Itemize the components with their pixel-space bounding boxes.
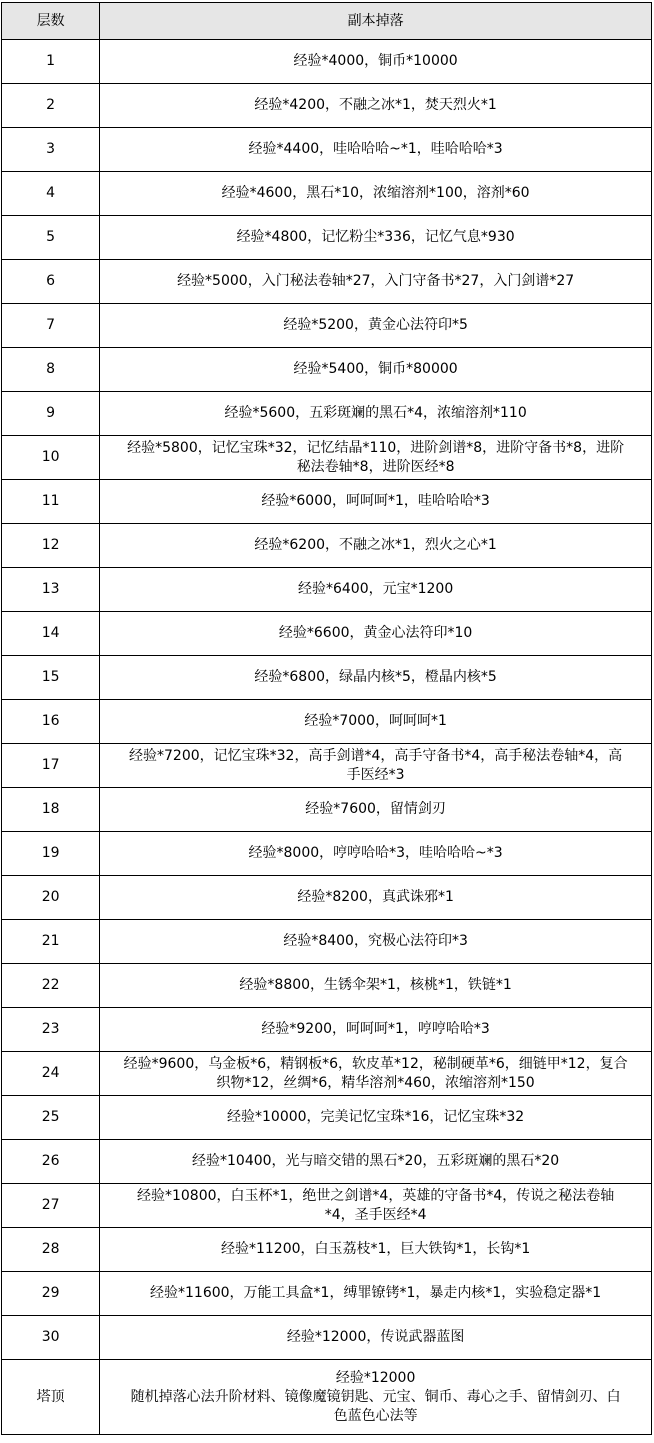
floor-cell: 15 [2,656,100,700]
drop-text-line: 经验*6800，绿晶内核*5，橙晶内核*5 [254,669,497,685]
floor-cell: 10 [2,436,100,480]
floor-cell: 13 [2,568,100,612]
drop-text-line: 经验*5000，入门秘法卷轴*27，入门守备书*27，入门剑谱*27 [177,273,575,289]
drop-cell [100,1096,652,1140]
drop-cell [100,920,652,964]
table-row [2,1052,652,1096]
table-row [2,348,652,392]
drop-cell [100,876,652,920]
drop-text-line: 经验*11200，白玉荔枝*1，巨大铁钩*1，长钩*1 [220,1241,531,1257]
drop-text-line: 经验*10000，完美记忆宝珠*16，记忆宝珠*32 [227,1109,525,1125]
table-row [2,1140,652,1184]
drop-cell [100,832,652,876]
drop-cell [100,568,652,612]
floor-cell: 8 [2,348,100,392]
floor-cell: 1 [2,40,100,84]
drop-text-line: 经验*6000，呵呵呵*1，哇哈哈哈*3 [261,493,490,509]
floor-cell: 24 [2,1052,100,1096]
drop-text-line: 经验*8200，真武诛邪*1 [297,889,454,905]
drop-text-line: 经验*8400，究极心法符印*3 [283,933,468,949]
table-row [2,700,652,744]
table-row [2,1228,652,1272]
drop-text-line: 经验*12000，传说武器蓝图 [286,1329,465,1345]
drop-cell [100,260,652,304]
floor-cell: 9 [2,392,100,436]
drop-text-line: 经验*7200，记忆宝珠*32，高手剑谱*4，高手守备书*4，高手秘法卷轴*4，高 [129,747,623,764]
drop-text-line: 经验*6600，黄金心法符印*10 [278,625,473,641]
floor-cell: 塔顶 [2,1360,100,1435]
drop-text-line: 经验*4000，铜币*10000 [293,53,458,69]
floor-cell: 4 [2,172,100,216]
table-row [2,1272,652,1316]
drop-cell [100,744,652,788]
table-row [2,876,652,920]
drop-cell [100,172,652,216]
floor-cell: 11 [2,480,100,524]
header-drops: 副本掉落 [100,3,652,40]
drop-cell [100,84,652,128]
floor-cell: 26 [2,1140,100,1184]
floor-cell: 28 [2,1228,100,1272]
drop-text-line: 手医经*3 [346,766,405,783]
drop-cell [100,1228,652,1272]
drop-text-line: 经验*4800，记忆粉尘*336，记忆气息*930 [236,229,515,245]
drop-text-line: 经验*5200，黄金心法符印*5 [283,317,468,333]
table-row [2,524,652,568]
drop-cell [100,128,652,172]
table-row [2,612,652,656]
drop-text-line: 经验*5800，记忆宝珠*32，记忆结晶*110，进阶剑谱*8，进阶守备书*8，进阶 [127,439,625,456]
table-row [2,788,652,832]
floor-cell: 20 [2,876,100,920]
floor-cell: 3 [2,128,100,172]
table-row [2,656,652,700]
drop-cell [100,1272,652,1316]
drop-text-line: 经验*5400，铜币*80000 [293,361,458,377]
drop-text-line: 经验*9600，乌金板*6，精钢板*6，软皮革*12，秘制硬革*6，细链甲*12，复合 [123,1055,628,1072]
drop-cell [100,40,652,84]
drop-cell [100,436,652,480]
drop-cell [100,1008,652,1052]
header-floor: 层数 [2,3,100,40]
table-row [2,964,652,1008]
drop-cell [100,304,652,348]
floor-cell: 29 [2,1272,100,1316]
table-row [2,568,652,612]
table-row [2,216,652,260]
drop-cell [100,480,652,524]
drop-cell [100,788,652,832]
drop-cell [100,1316,652,1360]
floor-cell: 7 [2,304,100,348]
floor-cell: 5 [2,216,100,260]
drop-cell [100,1360,652,1435]
drop-cell [100,392,652,436]
floor-cell: 27 [2,1184,100,1228]
table-row [2,920,652,964]
table-row [2,84,652,128]
drop-text-line: 随机掉落心法升阶材料、镜像魔镜钥匙、元宝、铜币、毒心之手、留情剑刃、白 [130,1388,621,1405]
table-row [2,832,652,876]
floor-drop-table [1,2,652,1435]
floor-cell: 22 [2,964,100,1008]
drop-cell [100,656,652,700]
floor-cell: 23 [2,1008,100,1052]
drop-text-line: 经验*5600，五彩斑斓的黑石*4，浓缩溶剂*110 [224,405,527,421]
drop-cell [100,1052,652,1096]
drop-text-line: 经验*4200，不融之冰*1，焚天烈火*1 [254,97,497,113]
drop-text-line: 经验*8000，哼哼哈哈*3，哇哈哈哈~*3 [248,845,503,861]
table-row [2,436,652,480]
table-row [2,744,652,788]
table-row [2,480,652,524]
floor-cell: 25 [2,1096,100,1140]
drop-cell [100,1140,652,1184]
drop-cell [100,612,652,656]
drop-text-line: 经验*4600，黑石*10，浓缩溶剂*100，溶剂*60 [221,185,530,201]
table-row [2,1096,652,1140]
floor-cell: 2 [2,84,100,128]
table-body [2,3,652,1435]
floor-cell: 6 [2,260,100,304]
drop-text-line: 秘法卷轴*8，进阶医经*8 [296,458,455,475]
table-header-row [2,3,652,40]
table-row [2,172,652,216]
drop-text-line: 经验*10800，白玉杯*1，绝世之剑谱*4，英雄的守备书*4，传说之秘法卷轴 [136,1187,615,1204]
drop-cell [100,1184,652,1228]
floor-cell: 12 [2,524,100,568]
floor-cell: 17 [2,744,100,788]
drop-text-line: 经验*6400，元宝*1200 [297,581,454,597]
floor-cell: 14 [2,612,100,656]
drop-cell [100,216,652,260]
drop-text-line: 经验*6200，不融之冰*1，烈火之心*1 [254,537,497,553]
drop-cell [100,524,652,568]
table-row [2,1008,652,1052]
floor-cell: 19 [2,832,100,876]
drop-text-line: 经验*7600，留情剑刃 [305,801,446,817]
table-row [2,40,652,84]
table-row [2,128,652,172]
drop-cell [100,348,652,392]
drop-text-line: 经验*8800，生锈伞架*1，核桃*1，铁链*1 [239,977,512,993]
table-row [2,392,652,436]
drop-text-line: 色蓝色心法等 [333,1407,418,1424]
table-row [2,1316,652,1360]
drop-text-line: 经验*12000 [335,1369,416,1386]
drop-text-line: 经验*10400，光与暗交错的黑石*20，五彩斑斓的黑石*20 [192,1153,560,1169]
drop-text-line: 经验*7000，呵呵呵*1 [304,713,447,729]
drop-text-line: 经验*4400，哇哈哈哈~*1，哇哈哈哈*3 [248,141,503,157]
table-row [2,1360,652,1435]
drop-text-line: 经验*9200，呵呵呵*1，哼哼哈哈*3 [261,1021,490,1037]
floor-cell: 18 [2,788,100,832]
table-row [2,304,652,348]
drop-text-line: 经验*11600，万能工具盒*1，缚罪镣铐*1，暴走内核*1，实验稳定器*1 [150,1285,602,1301]
drop-cell [100,700,652,744]
floor-cell: 21 [2,920,100,964]
floor-cell: 16 [2,700,100,744]
table-row [2,1184,652,1228]
floor-cell: 30 [2,1316,100,1360]
drop-cell [100,964,652,1008]
drop-text-line: *4，圣手医经*4 [324,1206,427,1223]
table-row [2,260,652,304]
drop-text-line: 织物*12，丝绸*6，精华溶剂*460，浓缩溶剂*150 [216,1074,535,1091]
